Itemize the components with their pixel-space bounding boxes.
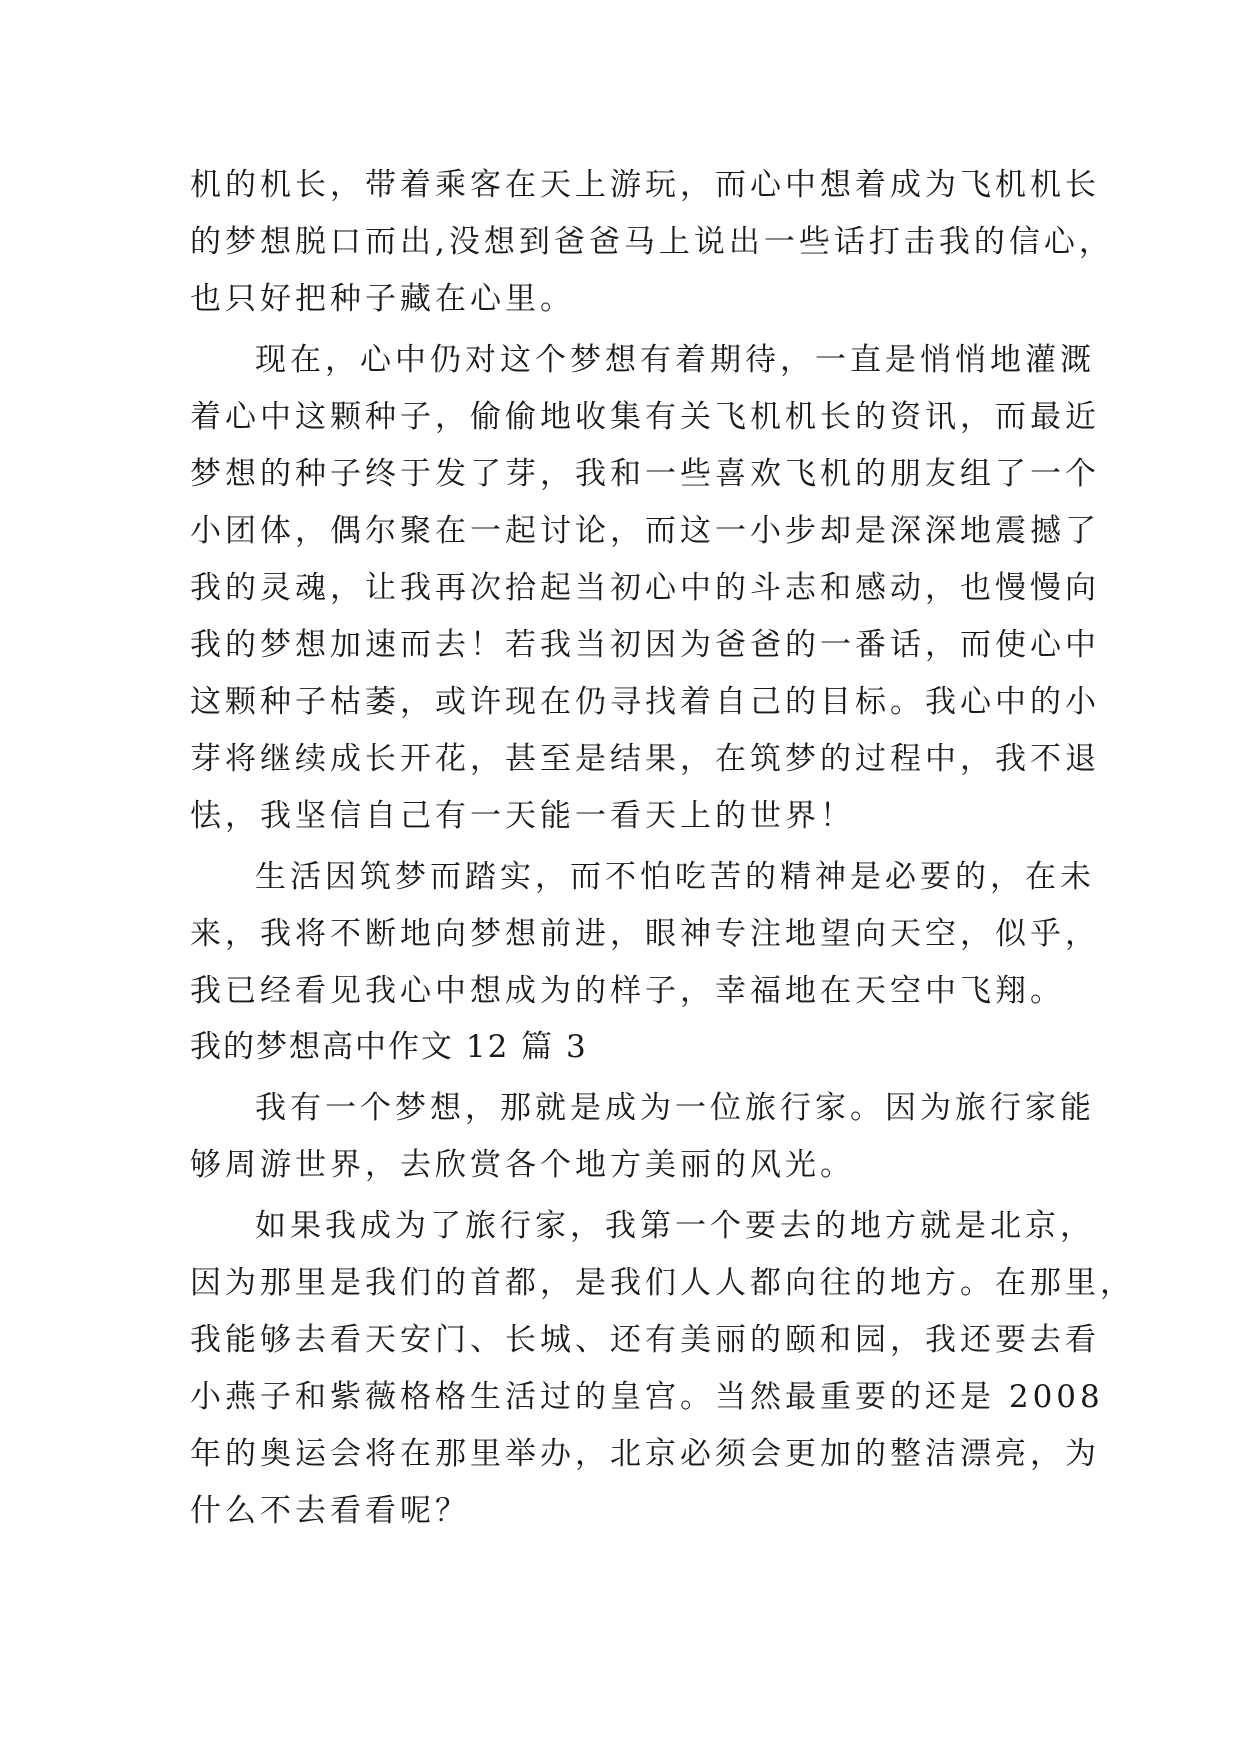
text-line: 芽将继续成长开花，甚至是结果，在筑梦的过程中，我不退: [190, 741, 1100, 777]
text-line: 我的灵魂，让我再次拾起当初心中的斗志和感动，也慢慢向: [190, 570, 1100, 606]
text-line: 因为那里是我们的首都，是我们人人都向往的地方。在那里，: [190, 1265, 1135, 1301]
text-line: 来，我将不断地向梦想前进，眼神专注地望向天空，似乎，: [190, 916, 1100, 952]
text-line: 这颗种子枯萎，或许现在仍寻找着自己的目标。我心中的小: [190, 684, 1100, 720]
text-line: 够周游世界，去欣赏各个地方美丽的风光。: [190, 1147, 855, 1183]
text-line: 什么不去看看呢？: [190, 1493, 470, 1529]
text-line: 的梦想脱口而出,没想到爸爸马上说出一些话打击我的信心，: [190, 224, 1114, 260]
paragraph-start-line: 如果我成为了旅行家，我第一个要去的地方就是北京，: [255, 1208, 1095, 1244]
paragraph-start-line: 我有一个梦想，那就是成为一位旅行家。因为旅行家能: [255, 1090, 1095, 1126]
paragraph-start-line: 现在，心中仍对这个梦想有着期待，一直是悄悄地灌溉: [255, 342, 1095, 378]
section-heading: 我的梦想高中作文 12 篇 3: [190, 1029, 588, 1065]
text-line: 小团体，偶尔聚在一起讨论，而这一小步却是深深地震撼了: [190, 513, 1100, 549]
text-line: 梦想的种子终于发了芽，我和一些喜欢飞机的朋友组了一个: [190, 456, 1100, 492]
text-line: 年的奥运会将在那里举办，北京必须会更加的整洁漂亮，为: [190, 1436, 1100, 1472]
text-line: 我的梦想加速而去！若我当初因为爸爸的一番话，而使心中: [190, 627, 1100, 663]
text-line: 我已经看见我心中想成为的样子，幸福地在天空中飞翔。: [190, 973, 1065, 1009]
text-line: 我能够去看天安门、长城、还有美丽的颐和园，我还要去看: [190, 1322, 1100, 1358]
text-line: 着心中这颗种子，偷偷地收集有关飞机机长的资讯，而最近: [190, 399, 1100, 435]
text-line: 怯，我坚信自己有一天能一看天上的世界！: [190, 798, 855, 834]
text-line: 机的机长，带着乘客在天上游玩，而心中想着成为飞机机长: [190, 167, 1100, 203]
paragraph-start-line: 生活因筑梦而踏实，而不怕吃苦的精神是必要的，在未: [255, 859, 1095, 895]
text-line: 小燕子和紫薇格格生活过的皇宫。当然最重要的还是 2008: [190, 1379, 1104, 1415]
text-line: 也只好把种子藏在心里。: [190, 281, 575, 317]
